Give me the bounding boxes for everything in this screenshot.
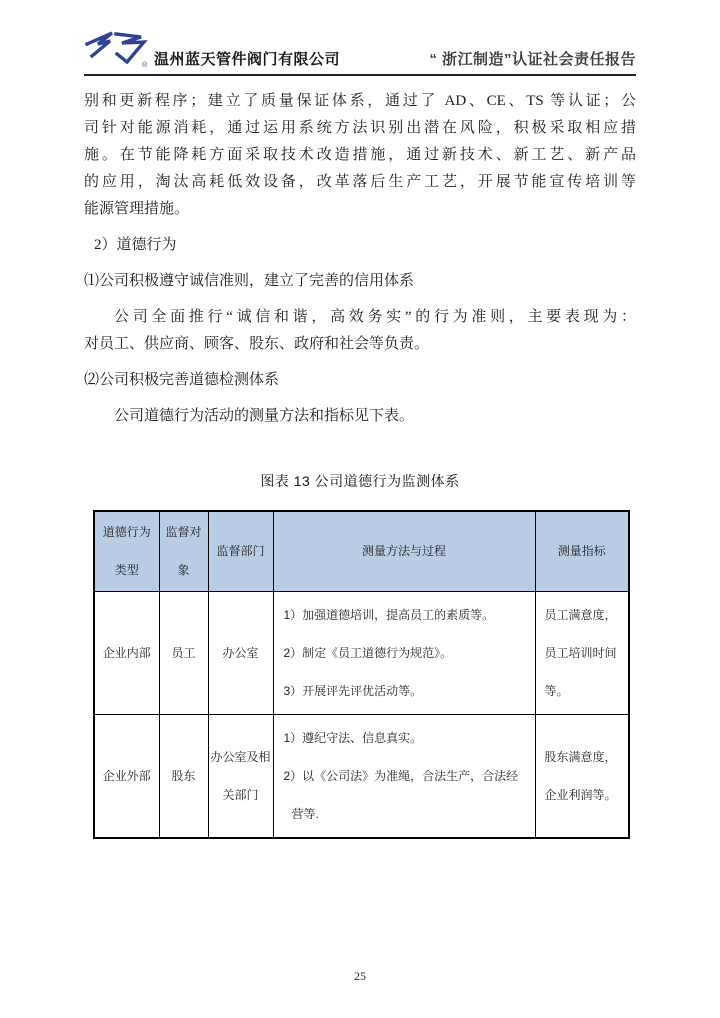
cell-methods — [273, 714, 535, 838]
method-item: 1）遵纪守法、信息真实。 — [283, 730, 423, 745]
method-item: 2）制定《员工道德行为规范》。 — [283, 645, 453, 660]
cell-methods — [273, 591, 535, 714]
col-header-indicators: 测量指标 — [535, 511, 629, 591]
paragraph-line: 施。在节能降耗方面采取技术改造措施，通过新技术、新工艺、新产品 — [84, 147, 636, 163]
table-header-row — [94, 511, 629, 591]
item2-paragraph: 公司道德行为活动的测量方法和指标见下表。 — [114, 408, 415, 424]
col-header-target: 监督对象 — [159, 511, 208, 591]
cell-indicators: 员工满意度，员工培训时间等。 — [535, 591, 629, 714]
item1-paragraph — [84, 304, 636, 358]
cell-target: 股东 — [159, 714, 208, 838]
paragraph-energy — [84, 88, 636, 223]
company-name: 温州蓝天管件阀门有限公司 — [154, 51, 341, 68]
paragraph-line: 的应用，淘汰高耗低效设备，改革落后生产工艺，开展节能宣传培训等 — [84, 174, 636, 190]
item1-heading: ⑴公司积极遵守诚信准则，建立了完善的信用体系 — [84, 273, 415, 289]
paragraph-line: 公司全面推行“诚信和谐，高效务实”的行为准则，主要表现为： — [114, 309, 636, 325]
method-item: 2）以《公司法》为准绳，合法生产，合法经营等. — [283, 768, 519, 821]
page-number: 25 — [354, 969, 366, 983]
section-heading-moral-behavior: 2）道德行为 — [94, 237, 177, 253]
paragraph-line: 能源管理措施。 — [84, 201, 190, 217]
paragraph-line: 司针对能源消耗，通过运用系统方法识别出潜在风险，积极采取相应措 — [84, 120, 636, 136]
item2-heading: ⑵公司积极完善道德检测体系 — [84, 372, 280, 388]
ethics-monitoring-table — [93, 510, 630, 839]
col-header-category: 道德行为类型 — [94, 511, 159, 591]
cell-category: 企业内部 — [94, 591, 159, 714]
table-caption: 图表 13 公司道德行为监测体系 — [260, 473, 460, 489]
cell-department: 办公室 — [208, 591, 273, 714]
table-row — [94, 591, 629, 714]
paragraph-line: 对员工、供应商、顾客、股东、政府和社会等负责。 — [84, 336, 430, 352]
method-item: 3）开展评先评优活动等。 — [283, 683, 423, 698]
col-header-methods: 测量方法与过程 — [273, 511, 535, 591]
paragraph-line: 别和更新程序；建立了质量保证体系，通过了 AD、CE、TS 等认证；公 — [84, 93, 636, 109]
company-logo — [84, 29, 150, 69]
report-title: “ 浙江制造”认证社会责任报告 — [429, 51, 636, 68]
cell-category: 企业外部 — [94, 714, 159, 838]
cell-target: 员工 — [159, 591, 208, 714]
cell-department: 办公室及相关部门 — [208, 714, 273, 838]
col-header-department: 监督部门 — [208, 511, 273, 591]
table-row — [94, 714, 629, 838]
feilong-logo-icon — [84, 29, 150, 69]
method-item: 1）加强道德培训，提高员工的素质等。 — [283, 607, 495, 622]
document-body — [84, 76, 636, 839]
cell-indicators: 股东满意度，企业利润等。 — [535, 714, 629, 838]
page-header — [84, 0, 636, 76]
svg-text:®: ® — [142, 62, 148, 69]
